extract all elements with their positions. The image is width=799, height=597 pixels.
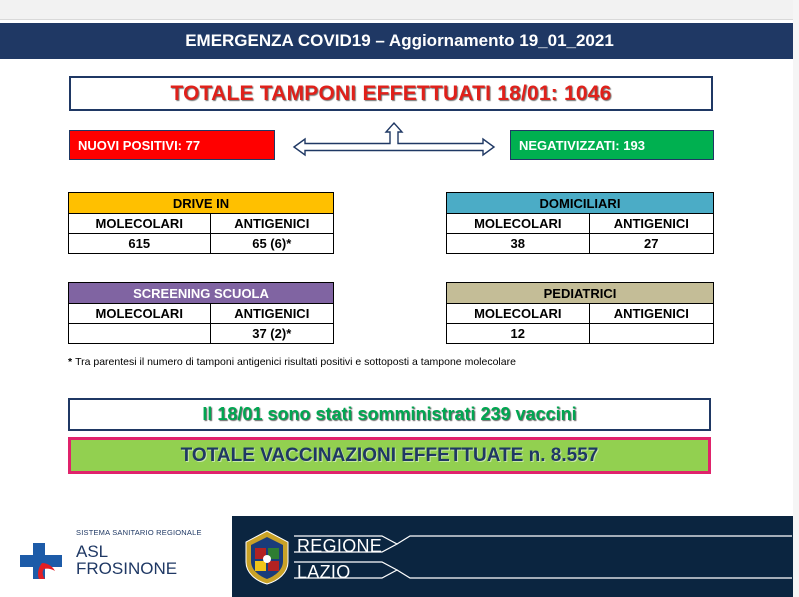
negativizzati-box: NEGATIVIZZATI: 193 [510, 130, 714, 160]
footnote-star: * [68, 356, 73, 368]
pediatrici-table [446, 282, 714, 344]
pediatrici-val-molecolari: 12 [447, 324, 590, 344]
footnote-text: Tra parentesi il numero di tamponi antigenici risultati positivi e sottoposti a tampone molecolare [75, 356, 516, 368]
header-title: EMERGENZA COVID19 – Aggiornamento 19_01_2021 [185, 31, 614, 50]
domiciliari-val-molecolari: 38 [447, 234, 590, 254]
pediatrici-col-antigenici: ANTIGENICI [589, 304, 713, 324]
totale-vaccinazioni-text: TOTALE VACCINAZIONI EFFETTUATE n. 8.557 [180, 444, 599, 466]
regione-text-line1: REGIONE [297, 536, 383, 556]
screening-col-antigenici: ANTIGENICI [210, 304, 334, 324]
pediatrici-title: PEDIATRICI [447, 283, 714, 304]
domiciliari-title: DOMICILIARI [447, 193, 714, 214]
pediatrici-col-molecolari: MOLECOLARI [447, 304, 590, 324]
asl-small-text: SISTEMA SANITARIO REGIONALE [76, 528, 202, 537]
double-arrow-icon [291, 120, 497, 158]
domiciliari-val-antigenici: 27 [589, 234, 713, 254]
screening-scuola-title: SCREENING SCUOLA [69, 283, 334, 304]
regione-emblem-icon [242, 528, 292, 586]
top-strip [0, 0, 799, 20]
asl-cross-icon [18, 541, 64, 581]
totale-vaccinazioni-box [68, 437, 711, 474]
drive-in-table [68, 192, 334, 254]
vaccini-giorno-text: Il 18/01 sono stati somministrati 239 vaccini [202, 404, 577, 424]
domiciliari-col-antigenici: ANTIGENICI [589, 214, 713, 234]
header-bar [0, 23, 799, 59]
domiciliari-col-molecolari: MOLECOLARI [447, 214, 590, 234]
domiciliari-table [446, 192, 714, 254]
asl-name: ASL [76, 542, 109, 561]
totale-tamponi-box [69, 76, 713, 111]
regione-text-line2: LAZIO [297, 562, 351, 582]
screening-val-molecolari [69, 324, 211, 344]
footnote [68, 356, 516, 368]
drive-in-col-antigenici: ANTIGENICI [210, 214, 334, 234]
drive-in-val-antigenici: 65 (6)* [210, 234, 334, 254]
drive-in-title: DRIVE IN [69, 193, 334, 214]
drive-in-col-molecolari: MOLECOLARI [69, 214, 211, 234]
pediatrici-val-antigenici [589, 324, 713, 344]
screening-col-molecolari: MOLECOLARI [69, 304, 211, 324]
screening-val-antigenici: 37 (2)* [210, 324, 334, 344]
drive-in-val-molecolari: 615 [69, 234, 211, 254]
vaccini-giorno-box [68, 398, 711, 431]
asl-city: FROSINONE [76, 559, 178, 578]
totale-tamponi-text: TOTALE TAMPONI EFFETTUATI 18/01: 1046 [170, 81, 612, 105]
right-edge-strip [793, 0, 799, 597]
screening-scuola-table [68, 282, 334, 344]
nuovi-positivi-box: NUOVI POSITIVI: 77 [69, 130, 275, 160]
